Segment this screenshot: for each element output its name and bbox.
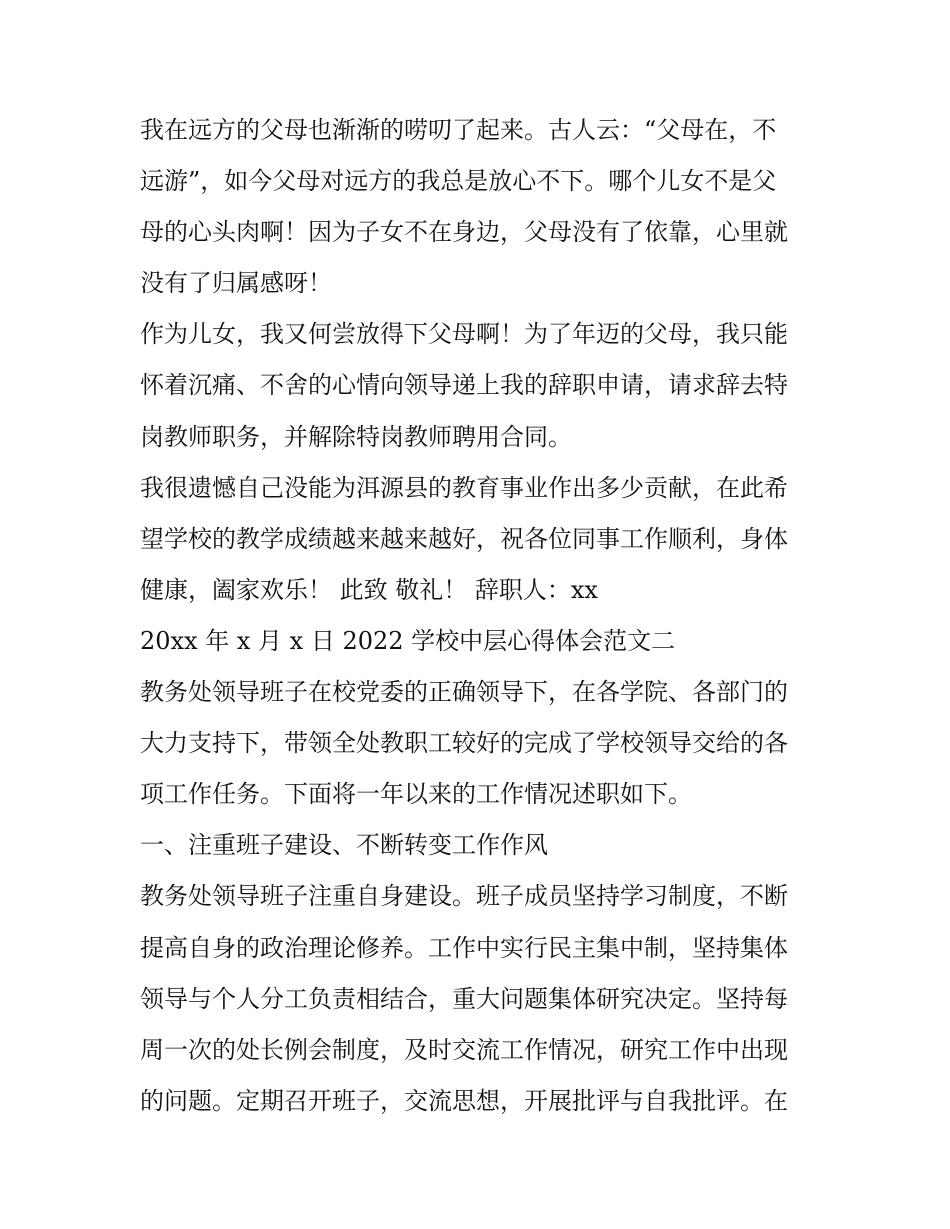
document-body <box>140 105 820 1127</box>
text-line: 母的心头肉啊！因为子女不在身边，父母没有了依靠，心里就 <box>140 218 788 247</box>
text-line: 怀着沉痛、不舍的心情向领导递上我的辞职申请，请求辞去特 <box>140 371 788 400</box>
section-heading: 一、注重班子建设、不断转变工作作风 <box>140 831 548 860</box>
text-line: 健康，阖家欢乐！ 此致 敬礼！ 辞职人：xx <box>140 575 598 604</box>
text-line: 的问题。定期召开班子，交流思想，开展批评与自我批评。在 <box>140 1086 788 1115</box>
text-line: 远游”，如今父母对远方的我总是放心不下。哪个儿女不是父 <box>140 167 777 196</box>
text-line: 20xx 年 x 月 x 日 2022 学校中层心得体会范文二 <box>140 626 676 655</box>
text-line: 提高自身的政治理论修养。工作中实行民主集中制，坚持集体 <box>140 933 788 962</box>
text-line: 岗教师职务，并解除特岗教师聘用合同。 <box>140 422 572 451</box>
text-line: 我在远方的父母也渐渐的唠叨了起来。古人云：“父母在，不 <box>140 116 777 144</box>
text-line: 没有了归属感呀！ <box>140 269 332 298</box>
text-line: 望学校的教学成绩越来越来越好，祝各位同事工作顺利，身体 <box>140 524 788 553</box>
text-line: 作为儿女，我又何尝放得下父母啊！为了年迈的父母，我只能 <box>140 320 788 349</box>
text-line: 我很遗憾自己没能为洱源县的教育事业作出多少贡献，在此希 <box>140 473 788 502</box>
text-line: 教务处领导班子在校党委的正确领导下，在各学院、各部门的 <box>140 678 788 707</box>
text-line: 项工作任务。下面将一年以来的工作情况述职如下。 <box>140 780 692 809</box>
text-line: 大力支持下，带领全处教职工较好的完成了学校领导交给的各 <box>140 729 788 758</box>
text-line: 教务处领导班子注重自身建设。班子成员坚持学习制度，不断 <box>140 882 788 911</box>
text-line: 周一次的处长例会制度，及时交流工作情况，研究工作中出现 <box>140 1035 788 1064</box>
text-line: 领导与个人分工负责相结合，重大问题集体研究决定。坚持每 <box>140 984 788 1013</box>
